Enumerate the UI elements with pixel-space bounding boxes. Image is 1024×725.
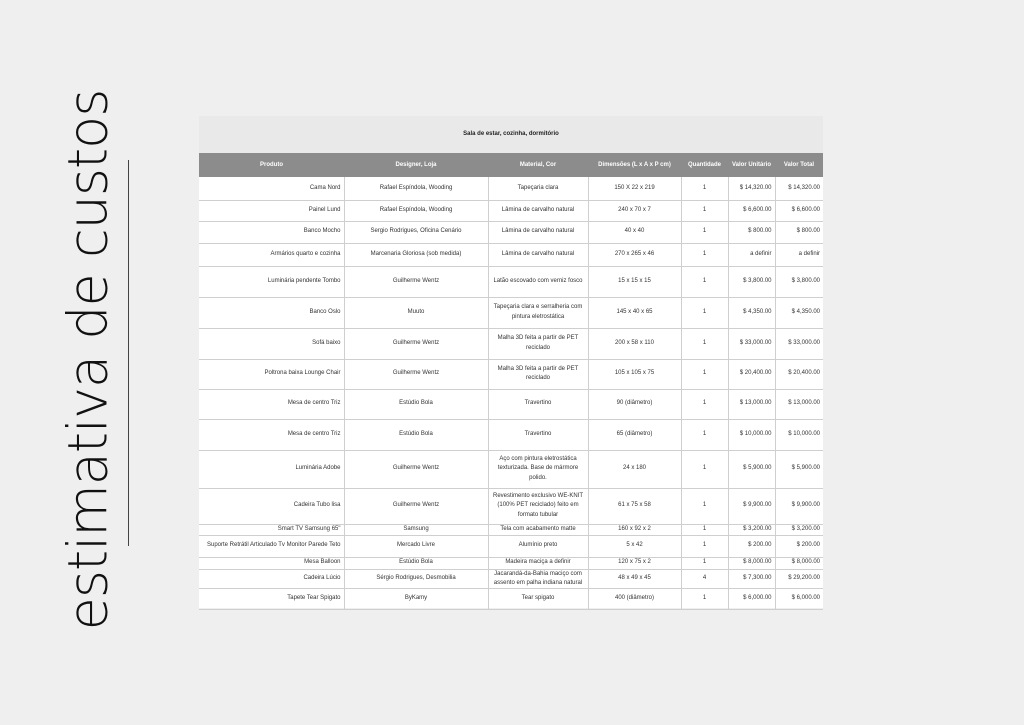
cell-unitario: $ 800.00 (728, 221, 775, 243)
cell-quantidade: 1 (681, 419, 728, 450)
cell-dimensoes: 150 X 22 x 219 (588, 177, 681, 200)
cell-material: Travertino (488, 419, 588, 450)
cell-dimensoes: 65 (diâmetro) (588, 419, 681, 450)
cell-designer: Marcenaria Gloriosa (sob medida) (344, 243, 488, 266)
cell-unitario: $ 3,200.00 (728, 524, 775, 535)
cell-unitario: $ 14,320.00 (728, 177, 775, 200)
cell-total: $ 10,000.00 (775, 419, 823, 450)
cell-total: $ 6,000.00 (775, 589, 823, 610)
cell-material: Madeira maciça a definir (488, 557, 588, 569)
cell-dimensoes: 90 (diâmetro) (588, 389, 681, 419)
table-body (199, 177, 823, 610)
cell-dimensoes: 145 x 40 x 65 (588, 297, 681, 328)
cell-material: Tapeçaria clara (488, 177, 588, 200)
cell-produto: Tapete Tear Spigato (199, 589, 344, 610)
cell-unitario: $ 13,000.00 (728, 389, 775, 419)
cell-material: Malha 3D feita a partir de PET reciclado (488, 359, 588, 389)
cell-quantidade: 1 (681, 524, 728, 535)
cell-material: Revestimento exclusivo WE-KNIT (100% PET reciclado) feito em formato tubular (488, 488, 588, 524)
cell-unitario: $ 6,000.00 (728, 589, 775, 610)
cell-total: $ 3,200.00 (775, 524, 823, 535)
cell-designer: Guilherme Wentz (344, 266, 488, 297)
table-row (199, 177, 823, 200)
table-header-row (199, 153, 823, 177)
table-row (199, 419, 823, 450)
cell-designer: Estúdio Bola (344, 419, 488, 450)
cell-material: Lâmina de carvalho natural (488, 200, 588, 221)
header-dimensoes: Dimensões (L x A x P cm) (588, 153, 681, 177)
table-row (199, 488, 823, 524)
header-valor-total: Valor Total (775, 153, 823, 177)
cell-total: $ 33,000.00 (775, 328, 823, 359)
cell-dimensoes: 160 x 92 x 2 (588, 524, 681, 535)
cell-produto: Mesa Balloon (199, 557, 344, 569)
cell-unitario: $ 20,400.00 (728, 359, 775, 389)
cell-designer: Rafael Espíndola, Wooding (344, 177, 488, 200)
cell-produto: Cama Nord (199, 177, 344, 200)
cell-total: $ 9,900.00 (775, 488, 823, 524)
cell-total: $ 20,400.00 (775, 359, 823, 389)
header-designer: Designer, Loja (344, 153, 488, 177)
cell-dimensoes: 48 x 49 x 45 (588, 569, 681, 589)
cell-designer: Sergio Rodrigues, Oficina Cenário (344, 221, 488, 243)
cell-material: Tapeçaria clara e serralheria com pintura eletrostática (488, 297, 588, 328)
cell-total: $ 14,320.00 (775, 177, 823, 200)
table-row (199, 221, 823, 243)
cell-total: $ 8,000.00 (775, 557, 823, 569)
cell-dimensoes: 400 (diâmetro) (588, 589, 681, 610)
table-row (199, 328, 823, 359)
cell-quantidade: 1 (681, 243, 728, 266)
header-quantidade: Quantidade (681, 153, 728, 177)
cell-total: $ 4,350.00 (775, 297, 823, 328)
cell-produto: Banco Oslo (199, 297, 344, 328)
cell-quantidade: 1 (681, 488, 728, 524)
cell-quantidade: 1 (681, 450, 728, 488)
cell-produto: Luminária pendente Tombo (199, 266, 344, 297)
header-material: Material, Cor (488, 153, 588, 177)
cell-designer: Estúdio Bola (344, 557, 488, 569)
cell-material: Latão escovado com verniz fosco (488, 266, 588, 297)
cell-designer: Rafael Espíndola, Wooding (344, 200, 488, 221)
cell-unitario: a definir (728, 243, 775, 266)
cell-unitario: $ 3,800.00 (728, 266, 775, 297)
cell-dimensoes: 40 x 40 (588, 221, 681, 243)
table-row (199, 297, 823, 328)
cell-unitario: $ 200.00 (728, 535, 775, 557)
cell-produto: Painel Lund (199, 200, 344, 221)
cell-produto: Sofá baixo (199, 328, 344, 359)
cell-dimensoes: 270 x 265 x 46 (588, 243, 681, 266)
cell-designer: Mercado Livre (344, 535, 488, 557)
cell-designer: ByKamy (344, 589, 488, 610)
cell-unitario: $ 9,900.00 (728, 488, 775, 524)
cell-unitario: $ 4,350.00 (728, 297, 775, 328)
cell-produto: Poltrona baixa Lounge Chair (199, 359, 344, 389)
cell-unitario: $ 6,600.00 (728, 200, 775, 221)
cell-produto: Armários quarto e cozinha (199, 243, 344, 266)
cell-quantidade: 1 (681, 221, 728, 243)
cell-quantidade: 1 (681, 535, 728, 557)
table-row (199, 557, 823, 569)
cell-material: Alumínio preto (488, 535, 588, 557)
cell-produto: Luminária Adobe (199, 450, 344, 488)
table-row (199, 569, 823, 589)
cell-quantidade: 1 (681, 200, 728, 221)
cell-total: $ 800.00 (775, 221, 823, 243)
cell-total: $ 3,800.00 (775, 266, 823, 297)
cell-produto: Cadeira Lúcio (199, 569, 344, 589)
table-row (199, 266, 823, 297)
cost-sheet (199, 116, 823, 608)
cell-quantidade: 1 (681, 297, 728, 328)
cost-table (199, 153, 823, 610)
cell-quantidade: 1 (681, 177, 728, 200)
cell-quantidade: 4 (681, 569, 728, 589)
table-row (199, 243, 823, 266)
table-caption: Sala de estar, cozinha, dormitório (199, 116, 823, 153)
cell-material: Tela com acabamento matte (488, 524, 588, 535)
cell-dimensoes: 15 x 15 x 15 (588, 266, 681, 297)
cell-unitario: $ 5,900.00 (728, 450, 775, 488)
table-row (199, 589, 823, 610)
cell-dimensoes: 240 x 70 x 7 (588, 200, 681, 221)
cell-material: Lâmina de carvalho natural (488, 221, 588, 243)
cell-unitario: $ 10,000.00 (728, 419, 775, 450)
cell-designer: Guilherme Wentz (344, 328, 488, 359)
cell-material: Aço com pintura eletrostática texturizada. Base de mármore polido. (488, 450, 588, 488)
cell-quantidade: 1 (681, 589, 728, 610)
cell-designer: Samsung (344, 524, 488, 535)
cell-quantidade: 1 (681, 266, 728, 297)
cell-total: $ 13,000.00 (775, 389, 823, 419)
cell-produto: Mesa de centro Triz (199, 419, 344, 450)
cell-total: $ 6,600.00 (775, 200, 823, 221)
cell-produto: Cadeira Tubo lisa (199, 488, 344, 524)
cell-quantidade: 1 (681, 557, 728, 569)
cell-total: a definir (775, 243, 823, 266)
cell-material: Lâmina de carvalho natural (488, 243, 588, 266)
cell-total: $ 29,200.00 (775, 569, 823, 589)
cell-produto: Suporte Retrátil Articulado Tv Monitor Parede Teto (199, 535, 344, 557)
cell-material: Jacarandá-da-Bahia maciço com assento em palha indiana natural (488, 569, 588, 589)
table-row (199, 535, 823, 557)
cell-total: $ 200.00 (775, 535, 823, 557)
cell-material: Travertino (488, 389, 588, 419)
cell-quantidade: 1 (681, 359, 728, 389)
header-produto: Produto (199, 153, 344, 177)
cell-dimensoes: 5 x 42 (588, 535, 681, 557)
cell-quantidade: 1 (681, 328, 728, 359)
table-row (199, 359, 823, 389)
table-row (199, 450, 823, 488)
cell-designer: Muuto (344, 297, 488, 328)
cell-designer: Estúdio Bola (344, 389, 488, 419)
header-valor-unitario: Valor Unitário (728, 153, 775, 177)
table-row (199, 524, 823, 535)
cell-produto: Mesa de centro Triz (199, 389, 344, 419)
cell-dimensoes: 24 x 180 (588, 450, 681, 488)
table-row (199, 389, 823, 419)
cell-unitario: $ 33,000.00 (728, 328, 775, 359)
cell-produto: Smart TV Samsung 65" (199, 524, 344, 535)
cell-dimensoes: 120 x 75 x 2 (588, 557, 681, 569)
cell-unitario: $ 8,000.00 (728, 557, 775, 569)
cell-dimensoes: 105 x 105 x 75 (588, 359, 681, 389)
cell-total: $ 5,900.00 (775, 450, 823, 488)
cell-designer: Guilherme Wentz (344, 488, 488, 524)
cell-produto: Banco Mocho (199, 221, 344, 243)
cell-quantidade: 1 (681, 389, 728, 419)
page-title: estimativa de custos (56, 89, 120, 631)
cell-designer: Guilherme Wentz (344, 450, 488, 488)
cell-dimensoes: 200 x 58 x 110 (588, 328, 681, 359)
cell-designer: Sérgio Rodrigues, Desmobilia (344, 569, 488, 589)
cell-material: Tear spigato (488, 589, 588, 610)
cell-material: Malha 3D feita a partir de PET reciclado (488, 328, 588, 359)
cell-dimensoes: 61 x 75 x 58 (588, 488, 681, 524)
vertical-divider (128, 160, 129, 546)
cell-designer: Guilherme Wentz (344, 359, 488, 389)
table-row (199, 200, 823, 221)
cell-unitario: $ 7,300.00 (728, 569, 775, 589)
